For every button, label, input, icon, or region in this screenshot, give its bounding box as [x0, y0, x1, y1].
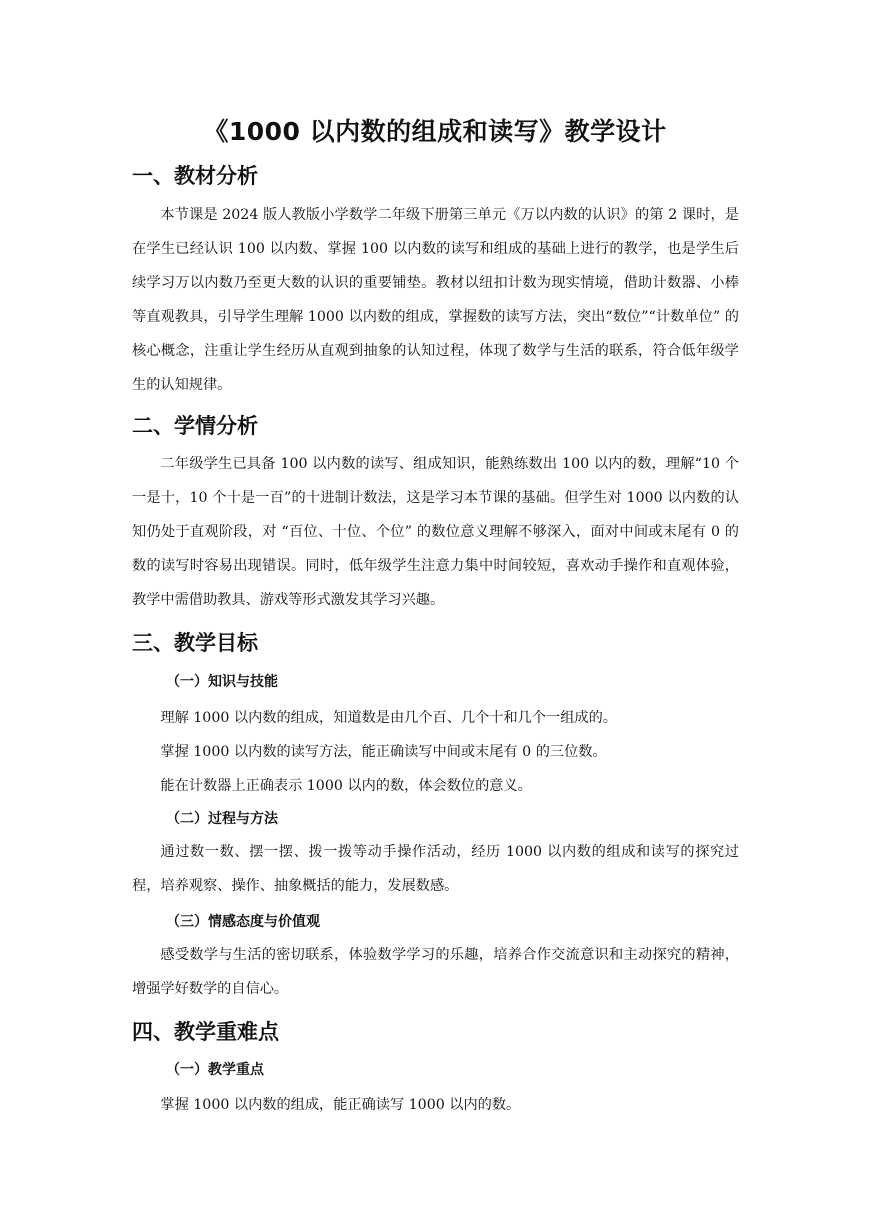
subheading-process-methods: （二）过程与方法 [166, 811, 278, 827]
paragraph-process-methods: 通过数一数、摆一摆、拨一拨等动手操作活动，经历 1000 以内数的组成和读写的探究过程，培养观察、操作、抽象概括的能力，发展数感。 [132, 844, 739, 894]
section-heading-textbook-analysis: 一、教材分析 [132, 164, 258, 188]
goal-line: 理解 1000 以内数的组成，知道数是由几个百、几个十和几个一组成的。 [160, 710, 617, 726]
subheading-knowledge-skills: （一）知识与技能 [166, 674, 278, 690]
section-paragraph-student-analysis: 二年级学生已具备 100 以内数的读写、组成知识，能熟练数出 100 以内的数，理解“10 个一是十，10 个十是一百”的十进制计数法，这是学习本节课的基础。但学生对 1000 以内数的认知仍处于直观阶段，对 “百位、十位、个位” 的数位意义理解不够深入，面对中间或末尾有 0 的数的读写时容易出现错误。同时，低年级学生注意力集中时间较短，喜欢动手操作和直观体验，教学中需借助教具、游戏等形式激发其学习兴趣。 [132, 456, 739, 608]
document-title: 《1000 以内数的组成和读写》教学设计 [203, 117, 667, 146]
section-paragraph-textbook-analysis: 本节课是 2024 版人教版小学数学二年级下册第三单元《万以内数的认识》的第 2 课时，是在学生已经认识 100 以内数、掌握 100 以内数的读写和组成的基础上进行的教学，也是学生后续学习万以内数乃至更大数的认识的重要铺垫。教材以纽扣计数为现实情境，借助计数器、小棒等直观教具，引导学生理解 1000 以内数的组成，掌握数的读写方法，突出“数位”“计数单位” 的核心概念，注重让学生经历从直观到抽象的认知过程，体现了数学与生活的联系，符合低年级学生的认知规律。 [132, 207, 739, 393]
goal-line: 能在计数器上正确表示 1000 以内的数，体会数位的意义。 [160, 778, 532, 794]
subheading-attitude-values: （三）情感态度与价值观 [166, 914, 320, 930]
section-heading-student-analysis: 二、学情分析 [132, 414, 258, 438]
section-heading-key-difficult-points: 四、教学重难点 [132, 1020, 279, 1044]
section-heading-teaching-goals: 三、教学目标 [132, 631, 258, 655]
goal-line: 掌握 1000 以内数的读写方法，能正确读写中间或末尾有 0 的三位数。 [160, 744, 607, 760]
focus-line: 掌握 1000 以内数的组成，能正确读写 1000 以内的数。 [160, 1097, 521, 1113]
subheading-teaching-focus: （一）教学重点 [166, 1062, 264, 1078]
paragraph-attitude-values: 感受数学与生活的密切联系，体验数学学习的乐趣，培养合作交流意识和主动探究的精神，增强学好数学的自信心。 [132, 947, 739, 997]
